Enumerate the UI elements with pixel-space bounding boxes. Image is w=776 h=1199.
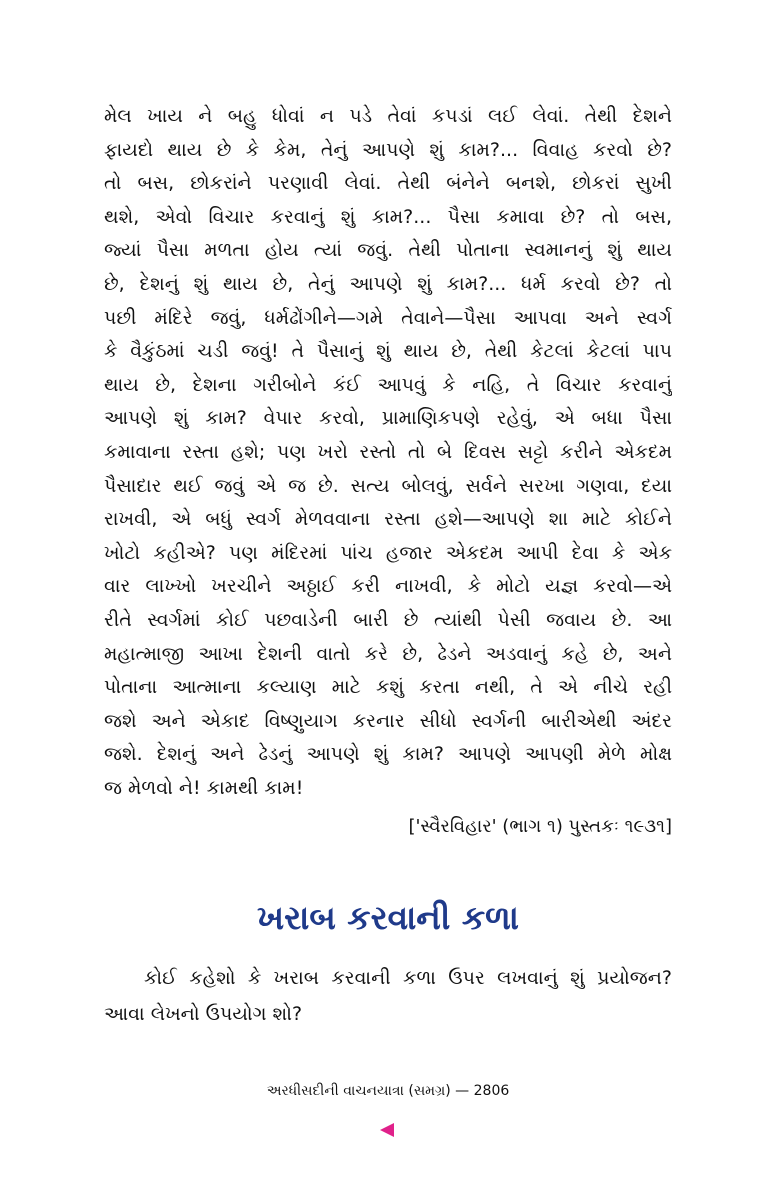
body-line: જ મેળવો ને! કામથી કામ! bbox=[104, 776, 304, 799]
section-title: ખરાબ કરવાની કળા bbox=[257, 898, 519, 937]
previous-page-arrow-icon[interactable] bbox=[380, 1123, 394, 1137]
body-line: રાખવી, એ બધું સ્વર્ગ મેળવવાના રસ્તા હશે—આપણે શા માટે કોઈને bbox=[104, 508, 672, 531]
section-line: કોઈ કહેશો કે ખરાબ કરવાની કળા ઉપર લખવાનું શું પ્રયોજન? bbox=[144, 967, 672, 989]
body-line: ખોટો કહીએ? પણ મંદિરમાં પાંચ હજાર એકદમ આપી દેવા કે એક bbox=[104, 541, 672, 564]
body-line: મહાત્માજી આખા દેશની વાતો કરે છે, ઢેડને અડવાનું કહે છે, અને bbox=[104, 642, 672, 665]
section-line: આવા લેખનો ઉપયોગ શો? bbox=[104, 1003, 303, 1025]
body-line: જશે. દેશનું અને ઢેડનું આપણે શું કામ? આપણે આપણી મેળે મોક્ષ bbox=[104, 743, 672, 766]
body-line: મેલ ખાય ને બહુ ધોવાં ન પડે તેવાં કપડાં લઈ લેવાં. તેથી દેશને bbox=[104, 105, 672, 127]
body-line: થાય છે, દેશના ગરીબોને કંઈ આપવું કે નહિ, તે વિચાર કરવાનું bbox=[104, 373, 672, 396]
body-line: પોતાના આત્માના કલ્યાણ માટે કશું કરતા નથી, તે એ નીચે રહી bbox=[104, 676, 672, 699]
body-line: કમાવાના રસ્તા હશે; પણ ખરો રસ્તો તો બે દિવસ સટ્ટો કરીને એકદમ bbox=[104, 440, 672, 463]
body-line: જશે અને એકાદ વિષ્ણુયાગ કરનાર સીધો સ્વર્ગની બારીએથી અંદર bbox=[104, 709, 672, 732]
body-line: જ્યાં પૈસા મળતા હોય ત્યાં જવું. તેથી પોતાના સ્વમાનનું શું થાય bbox=[104, 239, 672, 262]
section-paragraph bbox=[104, 960, 672, 1032]
body-line: પછી મંદિરે જવું, ધર્મઢોંગીને—ગમે તેવાને—પૈસા આપવા અને સ્વર્ગ bbox=[104, 306, 672, 329]
body-line: વાર લાખ્ખો ખરચીને અઠ્ઠાઈ કરી નાખવી, કે મોટો યજ્ઞ કરવો—એ bbox=[104, 575, 672, 598]
body-paragraph bbox=[104, 100, 672, 805]
body-line: તો બસ, છોકરાંને પરણાવી લેવાં. તેથી બંનેને બનશે, છોકરાં સુખી bbox=[104, 172, 672, 195]
body-line: છે, દેશનું શું થાય છે, તેનું આપણે શું કામ?... ધર્મ કરવો છે? તો bbox=[104, 272, 672, 295]
body-line: રીતે સ્વર્ગમાં કોઈ પછવાડેની બારી છે ત્યાંથી પેસી જવાય છે. આ bbox=[104, 608, 672, 631]
body-line: પૈસાદાર થઈ જવું એ જ છે. સત્ય બોલવું, સર્વને સરખા ગણવા, દયા bbox=[104, 474, 672, 497]
body-line: થશે, એવો વિચાર કરવાનું શું કામ?... પૈસા કમાવા છે? તો બસ, bbox=[104, 205, 672, 228]
body-line: કે વૈકુંઠમાં ચડી જવું! તે પૈસાનું શું થાય છે, તેથી કેટલાં કેટલાં પાપ bbox=[104, 340, 672, 363]
page-footer: અરધીસદીની વાચનયાત્રા (સમગ્ર) — 2806 bbox=[266, 1083, 510, 1099]
citation: ['સ્વૈરવિહાર' (ભાગ ૧) પુસ્તકઃ ૧૯૩૧] bbox=[408, 816, 672, 837]
body-line: ફાયદો થાય છે કે કેમ, તેનું આપણે શું કામ?... વિવાહ કરવો છે? bbox=[104, 138, 672, 161]
body-line: આપણે શું કામ? વેપાર કરવો, પ્રામાણિકપણે રહેવું, એ બધા પૈસા bbox=[104, 407, 672, 430]
